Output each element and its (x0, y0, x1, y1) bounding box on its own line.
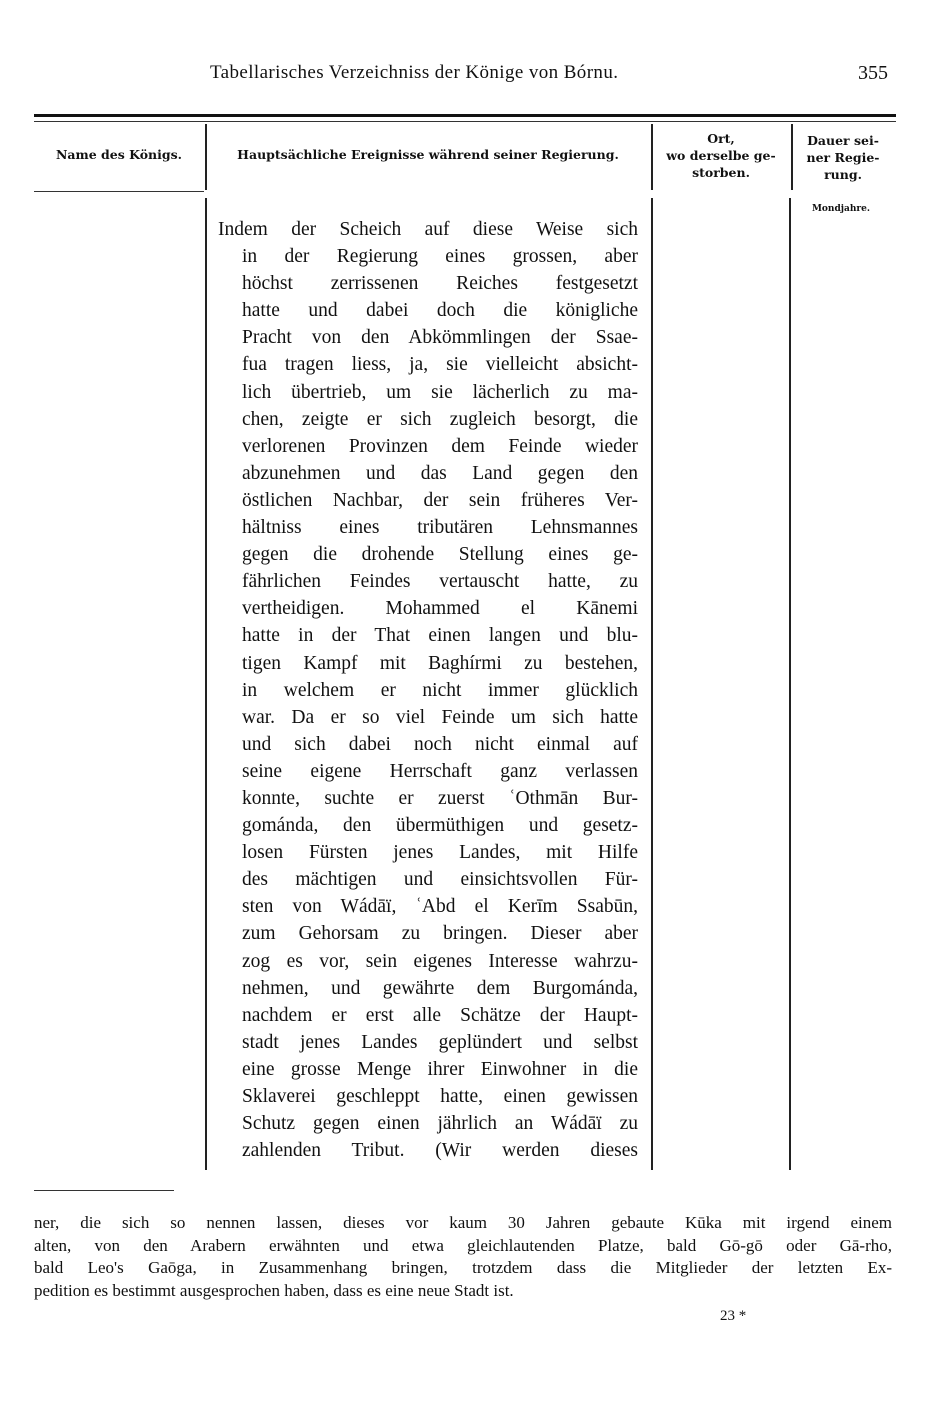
events-line: hältniss eines tributären Lehnsmannes (242, 517, 638, 539)
column-header-place-line-1: Ort, (707, 131, 735, 146)
footnote-line: alten, von den Arabern erwähnten und etwa gleichlautenden Platze, bald Gō-gō oder Gā-rho, (34, 1235, 892, 1255)
events-line: Sklaverei geschleppt hatte, einen gewissen (242, 1086, 638, 1107)
running-title: Tabellarisches Verzeichniss der Könige von Bórnu. (210, 62, 619, 83)
events-line: vertheidigen. Mohammed el Kānemi (242, 598, 638, 620)
column-header-place-line-3: storben. (692, 165, 750, 180)
events-line: stadt jenes Landes geplündert und selbst (242, 1031, 638, 1053)
events-line: seine eigene Herrschaft ganz verlassen (242, 760, 638, 782)
events-line: konnte, suchte er zuerst ʿOthmān Bur- (242, 787, 638, 809)
footnote-line: pedition es bestimmt ausgesprochen haben, dass es eine neue Stadt ist. (34, 1280, 514, 1300)
column-header-duration-line-3: rung. (824, 167, 862, 182)
events-line: zum Gehorsam zu bringen. Dieser aber (242, 923, 638, 945)
events-line: losen Fürsten jenes Landes, mit Hilfe (242, 842, 638, 864)
table-header-bottom-rule (34, 191, 204, 192)
events-line: östlichen Nachbar, der sein früheres Ver- (242, 489, 638, 511)
events-line: des mächtigen und einsichtsvollen Für- (242, 869, 638, 891)
events-line: sten von Wádāï, ʿAbd el Kerīm Ssabūn, (242, 896, 638, 918)
events-line: gegen die drohende Stellung eines ge- (242, 544, 638, 566)
column-header-place-line-2: wo derselbe ge- (666, 148, 776, 163)
events-line: zahlenden Tribut. (Wir werden dieses (242, 1140, 638, 1162)
events-line: fua tragen liess, ja, sie vielleicht absicht- (242, 354, 638, 376)
events-line: und sich dabei noch nicht einmal auf (242, 733, 638, 755)
events-line: Indem der Scheich auf diese Weise sich (218, 219, 638, 240)
footnote-rule (34, 1190, 174, 1191)
events-line: war. Da er so viel Feinde um sich hatte (242, 706, 638, 728)
events-line: gománda, den übermüthigen und gesetz- (242, 815, 638, 837)
column-header-name: Name des Königs. (55, 147, 183, 162)
duration-unit-label: Mondjahre. (811, 204, 871, 214)
column-header-events: Hauptsächliche Ereignisse während seiner Regierung. (237, 147, 619, 162)
events-line: tigen Kampf mit Baghírmi zu bestehen, (242, 652, 638, 674)
page-number: 355 (858, 62, 888, 84)
events-line: nachdem er erst alle Schätze der Haupt- (242, 1004, 638, 1026)
footnote-line: ner, die sich so nennen lassen, dieses vor kaum 30 Jahren gebaute Kūka mit irgend einem (34, 1213, 892, 1232)
events-line: nehmen, und gewährte dem Burgománda, (242, 977, 638, 999)
events-line: lich übertrieb, um sie lächerlich zu ma- (242, 381, 638, 403)
events-line: fährlichen Feindes vertauscht hatte, zu (242, 571, 638, 593)
events-line: hatte und dabei doch die königliche (242, 300, 638, 322)
table-top-rule (34, 114, 896, 117)
column-header-duration-line-1: Dauer sei- (807, 133, 879, 148)
column-divider-3-body (789, 198, 791, 1170)
column-header-reign-duration (793, 132, 893, 183)
column-header-duration-line-2: ner Regie- (806, 150, 880, 165)
footnote-line: bald Leo's Gaōga, in Zusammenhang bringen, trotzdem dass die Mitglieder der letzten Ex- (34, 1258, 892, 1277)
events-line: Pracht von den Abkömmlingen der Ssae- (242, 327, 638, 349)
events-line: Schutz gegen einen jährlich an Wádāï zu (242, 1113, 638, 1135)
events-line: zog es vor, sein eigenes Interesse wahrzu- (242, 950, 638, 972)
signature-mark: 23 * (720, 1308, 747, 1324)
events-line: höchst zerrissenen Reiches festgesetzt (242, 273, 638, 295)
events-line: verlorenen Provinzen dem Feinde wieder (242, 435, 638, 457)
events-text (218, 216, 638, 1164)
column-header-place-of-death (653, 130, 789, 181)
column-divider-1-body (205, 198, 207, 1170)
events-line: abzunehmen und das Land gegen den (242, 462, 638, 484)
events-line: hatte in der That einen langen und blu- (242, 625, 638, 647)
events-line: chen, zeigte er sich zugleich besorgt, die (242, 408, 638, 430)
table-top-rule-thin (34, 121, 896, 122)
events-line: eine grosse Menge ihrer Einwohner in die (242, 1058, 638, 1080)
events-line: in welchem er nicht immer glücklich (242, 679, 638, 701)
footnote (34, 1212, 892, 1302)
events-line: in der Regierung eines grossen, aber (242, 246, 638, 268)
column-divider-2-body (651, 198, 653, 1170)
